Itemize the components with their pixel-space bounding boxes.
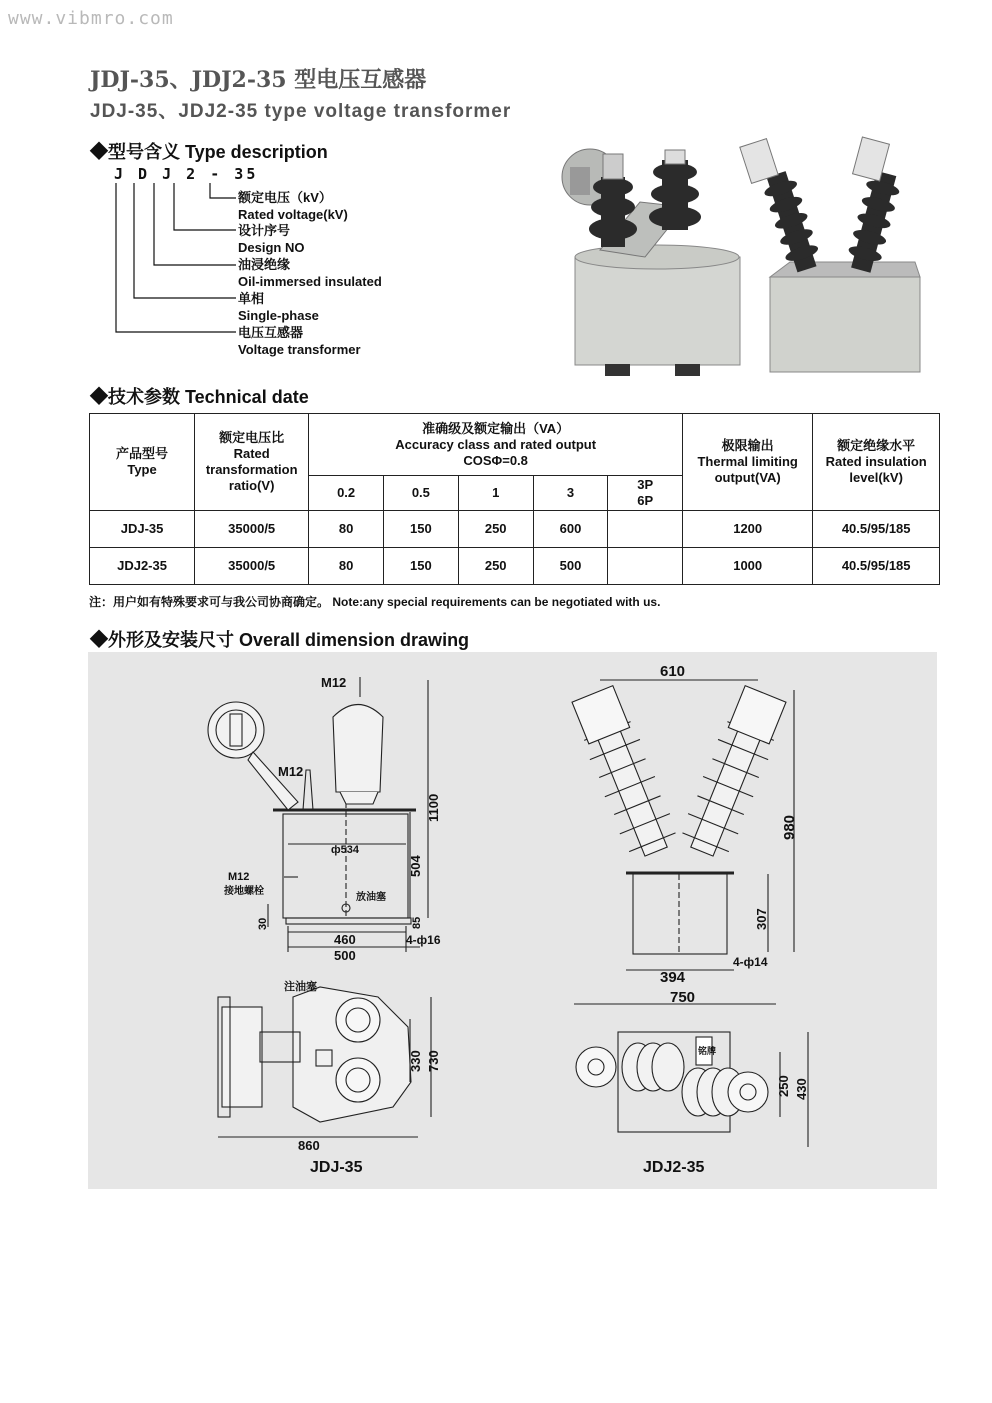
label-730: 730 — [426, 1050, 441, 1072]
technical-table — [89, 413, 940, 585]
label-307: 307 — [754, 908, 769, 930]
class-cell: 1 — [458, 476, 533, 511]
legend-single-phase: 单相 Single-phase — [238, 291, 319, 323]
dimension-drawing — [88, 652, 937, 1189]
product-photos — [545, 132, 945, 382]
label-holes-16: 4-ф16 — [406, 933, 441, 947]
page-title-en: JDJ-35、JDJ2-35 type voltage transformer — [90, 101, 512, 122]
label-30: 30 — [257, 917, 269, 930]
class-cell: 3P 6P — [608, 476, 683, 511]
watermark: www.vibmro.com — [8, 8, 174, 29]
label-oil-plug: 放油塞 — [356, 892, 386, 903]
jdj35-front-view — [208, 677, 428, 952]
jdj2-top-view — [574, 1004, 808, 1147]
label-330: 330 — [408, 1050, 423, 1072]
legend-oil-immersed: 油浸绝缘 Oil-immersed insulated — [238, 257, 382, 289]
label-430: 430 — [794, 1078, 809, 1100]
label-250: 250 — [776, 1075, 791, 1097]
jdj35-photo — [562, 149, 740, 376]
header-ratio: 额定电压比 Rated transformation ratio(V) — [195, 414, 309, 511]
label-m12-mid: M12 — [278, 764, 304, 779]
header-insulation: 额定绝缘水平 Rated insulation level(kV) — [813, 414, 940, 511]
table-note: 注：用户如有特殊要求可与我公司协商确定。 Note:any special requirements can be negotiated with us. — [89, 595, 661, 609]
class-cell: 3 — [533, 476, 608, 511]
header-type: 产品型号 Type — [90, 414, 195, 511]
label-d534: ф534 — [331, 844, 359, 856]
class-cell: 0.2 — [309, 476, 384, 511]
table-row: JDJ2-35 35000/5 80 150 250 500 1000 40.5/95/185 — [90, 548, 940, 585]
label-394: 394 — [660, 969, 686, 986]
technical-heading: ◆技术参数 Technical date — [90, 387, 309, 407]
jdj2-photo — [740, 137, 920, 372]
label-jdj2: JDJ2-35 — [643, 1159, 705, 1176]
legend-design-no: 设计序号 Design NO — [238, 223, 305, 255]
label-nameplate: 铭牌 — [698, 1046, 717, 1056]
label-m12-side: M12 — [228, 871, 250, 883]
label-1100: 1100 — [426, 793, 441, 822]
label-460: 460 — [334, 932, 356, 947]
model-code: J D J 2 - 35 — [114, 165, 259, 183]
label-750: 750 — [670, 989, 696, 1006]
dimension-heading: ◆外形及安装尺寸 Overall dimension drawing — [90, 630, 470, 650]
type-description-heading: ◆型号含义 Type description — [90, 142, 328, 162]
header-accuracy: 准确级及额定输出（VA） Accuracy class and rated output COSΦ=0.8 — [309, 414, 683, 476]
label-m12-top: M12 — [321, 675, 347, 690]
label-610: 610 — [660, 663, 686, 680]
jdj35-top-view — [218, 987, 431, 1137]
label-holes-14: 4-ф14 — [733, 955, 768, 969]
label-504: 504 — [408, 855, 423, 877]
label-oil-fill: 注油塞 — [284, 981, 317, 993]
header-thermal: 极限输出 Thermal limiting output(VA) — [683, 414, 813, 511]
label-860: 860 — [298, 1138, 320, 1153]
model-code-leader-lines — [110, 180, 240, 360]
label-85: 85 — [411, 916, 423, 929]
legend-rated-voltage: 额定电压（kV） Rated voltage(kV) — [238, 190, 348, 222]
label-500: 500 — [334, 948, 356, 963]
label-980: 980 — [781, 814, 798, 840]
label-ground-bolt: 接地螺栓 — [224, 886, 264, 897]
legend-voltage-transformer: 电压互感器 Voltage transformer — [238, 325, 361, 357]
table-row: JDJ-35 35000/5 80 150 250 600 1200 40.5/95/185 — [90, 511, 940, 548]
page-title-cn: JDJ-35、JDJ2-35 型电压互感器 — [90, 67, 427, 93]
class-cell: 0.5 — [383, 476, 458, 511]
label-jdj35: JDJ-35 — [310, 1159, 363, 1176]
